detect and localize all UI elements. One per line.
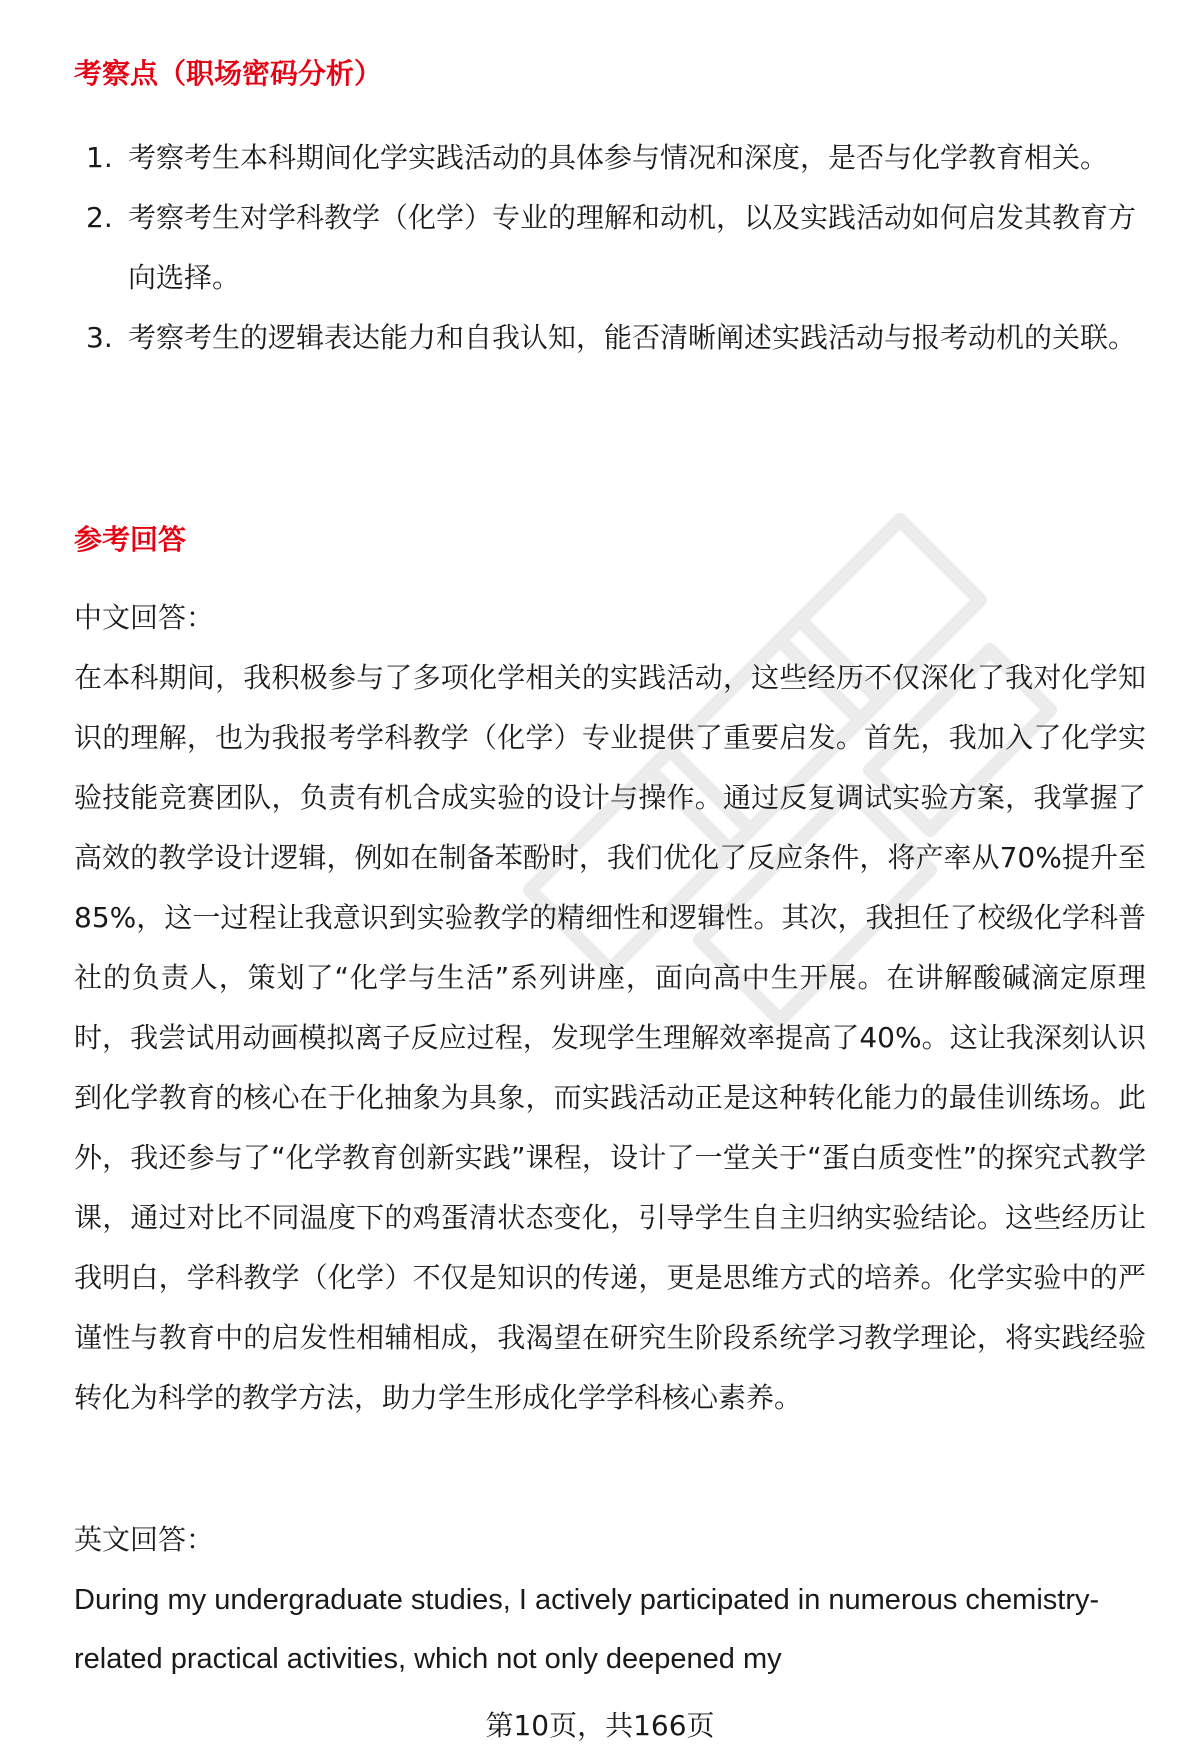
reference-answer-heading: 参考回答 <box>74 523 187 556</box>
chinese-answer-label: 中文回答： <box>74 601 215 634</box>
list-number: 1. <box>86 141 113 174</box>
chinese-answer-text: 在本科期间，我积极参与了多项化学相关的实践活动，这些经历不仅深化了我对化学知识的理解，也为我报考学科教学（化学）专业提供了重要启发。首先，我加入了化学实验技能竞赛团队，负责有机合成实验的设计与操作。通过反复调试实验方案，我掌握了高效的教学设计逻辑，例如在制备苯酚时，我们优化了反应条件，将产率从70%提升至85%，这一过程让我意识到实验教学的精细性和逻辑性。其次，我担任了校级化学科普社的负责人，策划了“化学与生活”系列讲座，面向高中生开展。在讲解酸碱滴定原理时，我尝试用动画模拟离子反应过程，发现学生理解效率提高了40%。这让我深刻认识到化学教育的核心在于化抽象为具象，而实践活动正是这种转化能力的最佳训练场。此外，我还参与了“化学教育创新实践”课程，设计了一堂关于“蛋白质变性”的探究式教学课，通过对比不同温度下的鸡蛋清状态变化，引导学生自主归纳实验结论。这些经历让我明白，学科教学（化学）不仅是知识的传递，更是思维方式的培养。化学实验中的严谨性与教育中的启发性相辅相成，我渴望在研究生阶段系统学习教学理论，将实践经验转化为科学的教学方法，助力学生形成化学学科核心素养。 <box>74 661 1146 1414</box>
exam-points-list <box>74 128 1146 368</box>
exam-point-item <box>74 128 1146 188</box>
exam-point-text: 考察考生的逻辑表达能力和自我认知，能否清晰阐述实践活动与报考动机的关联。 <box>128 321 1137 354</box>
english-answer-text: During my undergraduate studies, I actively participated in numerous chemistry-related practical activities, which not only deepened my <box>74 1584 1100 1675</box>
exam-point-item <box>74 308 1146 368</box>
exam-points-heading: 考察点（职场密码分析） <box>74 57 383 90</box>
list-number: 3. <box>86 321 113 354</box>
list-number: 2. <box>86 201 113 234</box>
page-footer: 第10页，共166页 <box>485 1709 715 1742</box>
english-answer-label: 英文回答： <box>74 1523 215 1556</box>
exam-point-text: 考察考生本科期间化学实践活动的具体参与情况和深度，是否与化学教育相关。 <box>128 141 1109 174</box>
exam-point-item <box>74 188 1146 308</box>
exam-point-text: 考察考生对学科教学（化学）专业的理解和动机，以及实践活动如何启发其教育方向选择。 <box>128 201 1137 294</box>
